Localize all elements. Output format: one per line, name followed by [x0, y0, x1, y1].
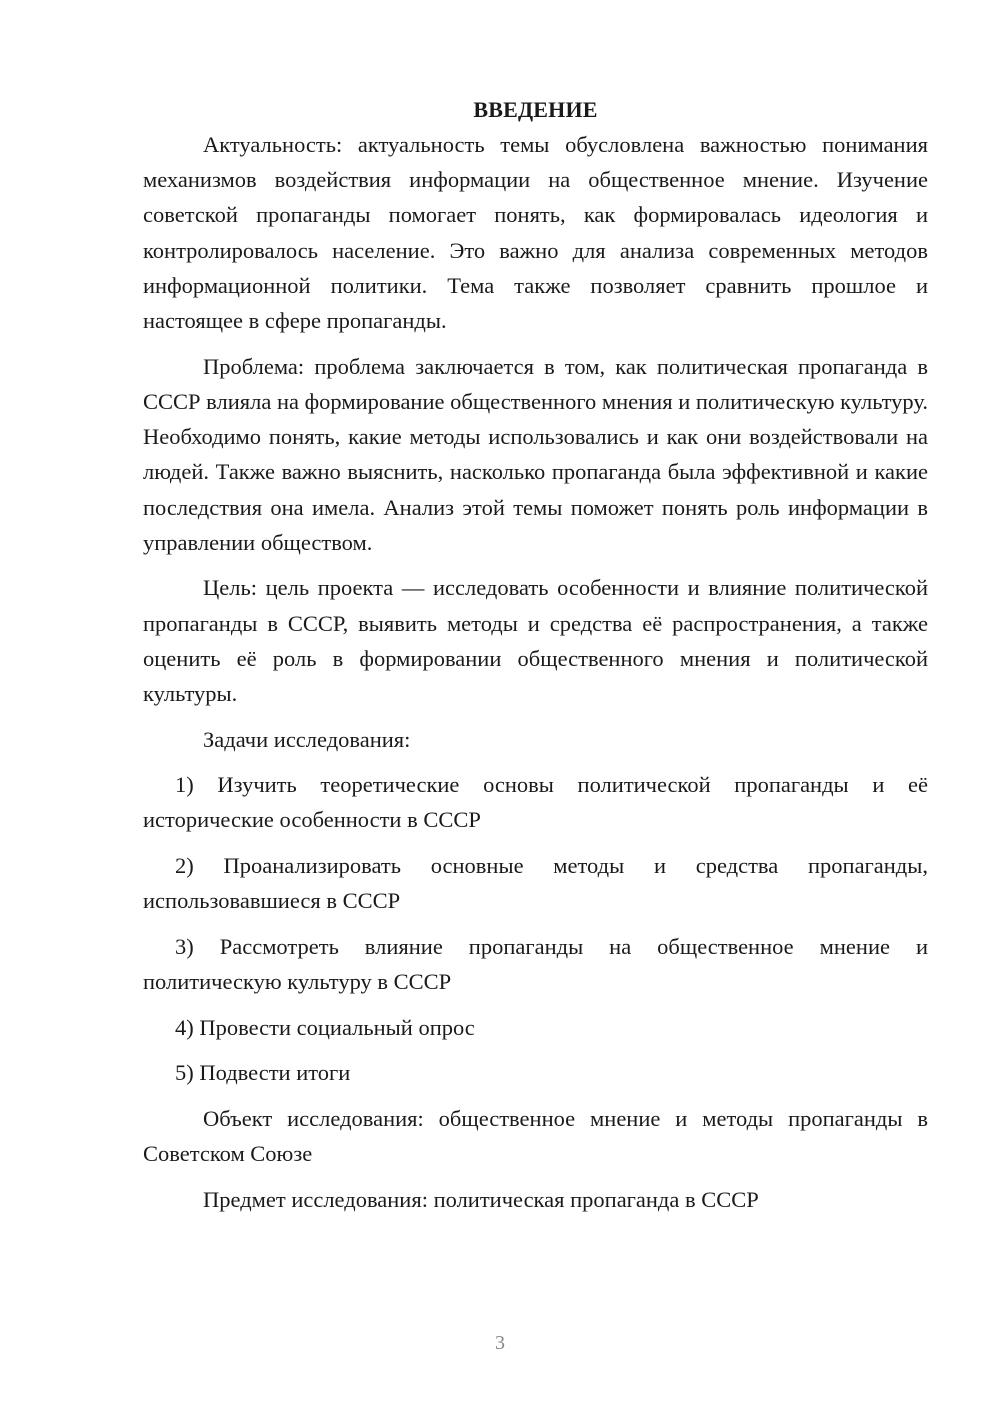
document-page [143, 92, 928, 1228]
task-item: 4) Провести социальный опрос [175, 1014, 475, 1040]
task-item: 2) Проанализировать основные методы и средства пропаганды, использовавшиеся в СССР [143, 852, 928, 914]
paragraph-object: Объект исследования: общественное мнение и методы пропаганды в Советском Союзе [143, 1106, 928, 1167]
task-item: 5) Подвести итоги [175, 1060, 351, 1086]
task-item: 3) Рассмотреть влияние пропаганды на общественное мнение и политическую культуру в СССР [143, 933, 928, 994]
paragraph-goal: Цель: цель проекта — исследовать особенности и влияние политической пропаганды в СССР, выявить методы и средства её распространения, а также оценить её роль в формировании общественного мнения и политической культуры. [143, 575, 928, 707]
paragraph-problem: Проблема: проблема заключается в том, как политическая пропаганда в СССР влияла на формирование общественного мнения и политическую культуру. Необходимо понять, какие методы использовались и как они воздействовали на людей. Также важно выяснить, насколько пропаганда была эффективной и какие последствия она имела. Анализ этой темы поможет понять роль информации в управлении обществом. [143, 353, 929, 555]
paragraph-relevance: Актуальность: актуальность темы обусловлена важностью понимания механизмов воздействия информации на общественное мнение. Изучение советской пропаганды помогает понять, как формировалась идеология и контролировалось население. Это важно для анализа современных методов информационной политики. Тема также позволяет сравнить прошлое и настоящее в сфере пропаганды. [143, 132, 928, 334]
paragraph-subject: Предмет исследования: политическая пропаганда в СССР [203, 1186, 759, 1212]
page-title: ВВЕДЕНИЕ [473, 97, 598, 122]
task-item: 1) Изучить теоретические основы политической пропаганды и её исторические особенности в СССР [143, 771, 928, 833]
page-number: 3 [495, 1332, 505, 1354]
tasks-heading: Задачи исследования: [203, 726, 411, 752]
